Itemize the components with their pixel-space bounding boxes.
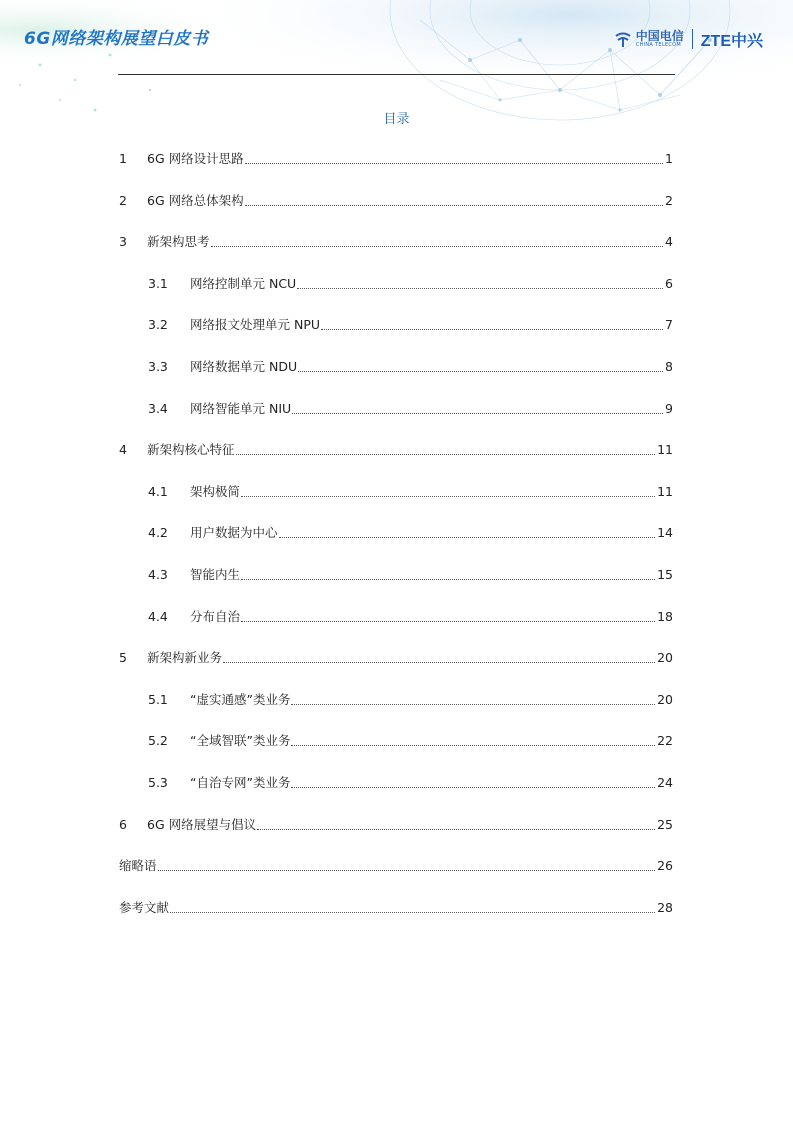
toc-entry-number: 2 bbox=[119, 192, 127, 208]
toc-entry-title: 新架构核心特征 bbox=[147, 442, 235, 458]
header-network-graphic bbox=[0, 0, 793, 150]
toc-entry-page: 6 bbox=[665, 275, 673, 291]
toc-dot-leader bbox=[291, 704, 655, 705]
toc-heading: 目录 bbox=[383, 112, 410, 127]
toc-entry[interactable] bbox=[0, 690, 793, 710]
toc-entry-title: 网络控制单元 NCU bbox=[190, 275, 297, 291]
toc-entry[interactable] bbox=[0, 315, 793, 335]
toc-entry[interactable] bbox=[0, 773, 793, 793]
toc-entry-page: 8 bbox=[665, 359, 673, 374]
toc-entry[interactable] bbox=[0, 565, 793, 585]
toc-entry[interactable] bbox=[0, 274, 793, 294]
toc-entry-page: 20 bbox=[657, 650, 673, 666]
toc-entry-page: 22 bbox=[657, 733, 673, 749]
toc-entry-page: 1 bbox=[665, 151, 673, 166]
toc-entry-number: 6 bbox=[119, 816, 127, 832]
zte-logo: ZTE中兴 bbox=[700, 32, 763, 50]
toc-entry-number: 3.4 bbox=[148, 400, 168, 416]
toc-entry-title: 网络数据单元 NDU bbox=[190, 359, 298, 374]
toc-entry-number: 1 bbox=[119, 151, 127, 166]
toc-entry-number: 4.1 bbox=[148, 483, 168, 499]
toc-entry-page: 2 bbox=[665, 192, 673, 208]
toc-entry[interactable] bbox=[0, 898, 793, 918]
toc-entry-title: 6G 网络设计思路 bbox=[147, 151, 244, 166]
toc-entry[interactable] bbox=[0, 648, 793, 668]
toc-entry[interactable] bbox=[0, 482, 793, 502]
toc-entry-title: 网络报文处理单元 NPU bbox=[190, 317, 321, 333]
toc-entry[interactable] bbox=[0, 149, 793, 169]
toc-dot-leader bbox=[292, 413, 663, 414]
toc-entry-page: 18 bbox=[657, 608, 673, 624]
toc-entry-title: 缩略语 bbox=[119, 858, 157, 874]
toc-dot-leader bbox=[297, 288, 663, 289]
toc-entry-title: “自治专网”类业务 bbox=[190, 775, 291, 790]
toc-entry[interactable] bbox=[0, 232, 793, 252]
toc-entry[interactable] bbox=[0, 440, 793, 460]
toc-entry-page: 11 bbox=[657, 483, 673, 499]
toc-dot-leader bbox=[241, 496, 655, 497]
toc-entry-title: 智能内生 bbox=[190, 567, 241, 582]
toc-entry-number: 5.2 bbox=[148, 733, 168, 749]
toc-entry-page: 28 bbox=[657, 899, 673, 915]
china-telecom-logo bbox=[613, 29, 684, 49]
toc-entry-number: 5.1 bbox=[148, 691, 168, 707]
toc-entry-page: 14 bbox=[657, 525, 673, 541]
toc-entry-title: 分布自治 bbox=[190, 608, 241, 624]
toc-entry-number: 5.3 bbox=[148, 775, 168, 790]
toc-entry-title: 6G 网络总体架构 bbox=[147, 192, 244, 208]
toc-entry[interactable] bbox=[0, 607, 793, 627]
toc-entry-title: 网络智能单元 NIU bbox=[190, 400, 292, 416]
toc-dot-leader bbox=[236, 454, 656, 455]
toc-entry-page: 25 bbox=[657, 816, 673, 832]
toc-entry[interactable] bbox=[0, 815, 793, 835]
toc-entry[interactable] bbox=[0, 357, 793, 377]
toc-entry-number: 5 bbox=[119, 650, 127, 666]
toc-dot-leader bbox=[298, 371, 663, 372]
toc-entry-page: 9 bbox=[665, 400, 673, 416]
toc-entry-page: 4 bbox=[665, 234, 673, 250]
toc-entry[interactable] bbox=[0, 399, 793, 419]
toc-dot-leader bbox=[321, 329, 663, 330]
toc-entry-number: 3.1 bbox=[148, 275, 168, 291]
toc-entry-page: 20 bbox=[657, 691, 673, 707]
header-logos bbox=[613, 26, 763, 52]
china-telecom-logo-en: CHINA TELECOM bbox=[635, 42, 682, 48]
toc-entry-title: 参考文献 bbox=[119, 899, 170, 915]
toc-entry-page: 7 bbox=[665, 317, 673, 333]
toc-entry[interactable] bbox=[0, 856, 793, 876]
toc-entry[interactable] bbox=[0, 731, 793, 751]
toc-entry-page: 26 bbox=[657, 858, 673, 874]
toc-entry-number: 4.2 bbox=[148, 525, 168, 541]
toc-dot-leader bbox=[170, 912, 655, 913]
toc-entry-number: 4 bbox=[119, 442, 127, 458]
toc-dot-leader bbox=[257, 829, 655, 830]
toc-entry-number: 4.4 bbox=[148, 608, 168, 624]
toc-dot-leader bbox=[291, 787, 655, 788]
toc-dot-leader bbox=[291, 745, 655, 746]
header-rule bbox=[118, 74, 675, 75]
toc-entry-number: 3 bbox=[119, 234, 127, 250]
toc-entry-page: 11 bbox=[657, 442, 673, 458]
toc-entry[interactable] bbox=[0, 523, 793, 543]
toc-entry-number: 3.3 bbox=[148, 359, 168, 374]
china-telecom-emblem-icon bbox=[613, 29, 633, 49]
toc-entry-number: 4.3 bbox=[148, 567, 168, 582]
toc-dot-leader bbox=[158, 870, 656, 871]
china-telecom-logo-cn: 中国电信 bbox=[635, 29, 684, 43]
toc-entry-page: 15 bbox=[657, 567, 673, 582]
toc-dot-leader bbox=[245, 205, 663, 206]
document-title: 6G网络架构展望白皮书 bbox=[24, 29, 209, 49]
toc-dot-leader bbox=[241, 621, 655, 622]
toc-dot-leader bbox=[211, 246, 664, 247]
toc-dot-leader bbox=[279, 537, 656, 538]
toc-entry-title: 用户数据为中心 bbox=[190, 525, 278, 541]
toc-entry-title: 6G 网络展望与倡议 bbox=[147, 816, 257, 832]
logo-divider bbox=[692, 29, 693, 49]
toc-entry-title: “虚实通感”类业务 bbox=[190, 691, 291, 707]
toc-entry-page: 24 bbox=[657, 775, 673, 790]
toc-dot-leader bbox=[241, 579, 655, 580]
toc-entry-title: “全域智联”类业务 bbox=[190, 733, 291, 749]
toc-entry-title: 架构极简 bbox=[190, 483, 241, 499]
toc-dot-leader bbox=[223, 662, 655, 663]
toc-entry-title: 新架构思考 bbox=[147, 234, 210, 250]
toc-entry-number: 3.2 bbox=[148, 317, 168, 333]
toc-dot-leader bbox=[245, 163, 663, 164]
toc-entry-title: 新架构新业务 bbox=[147, 650, 223, 666]
toc-entry[interactable] bbox=[0, 191, 793, 211]
